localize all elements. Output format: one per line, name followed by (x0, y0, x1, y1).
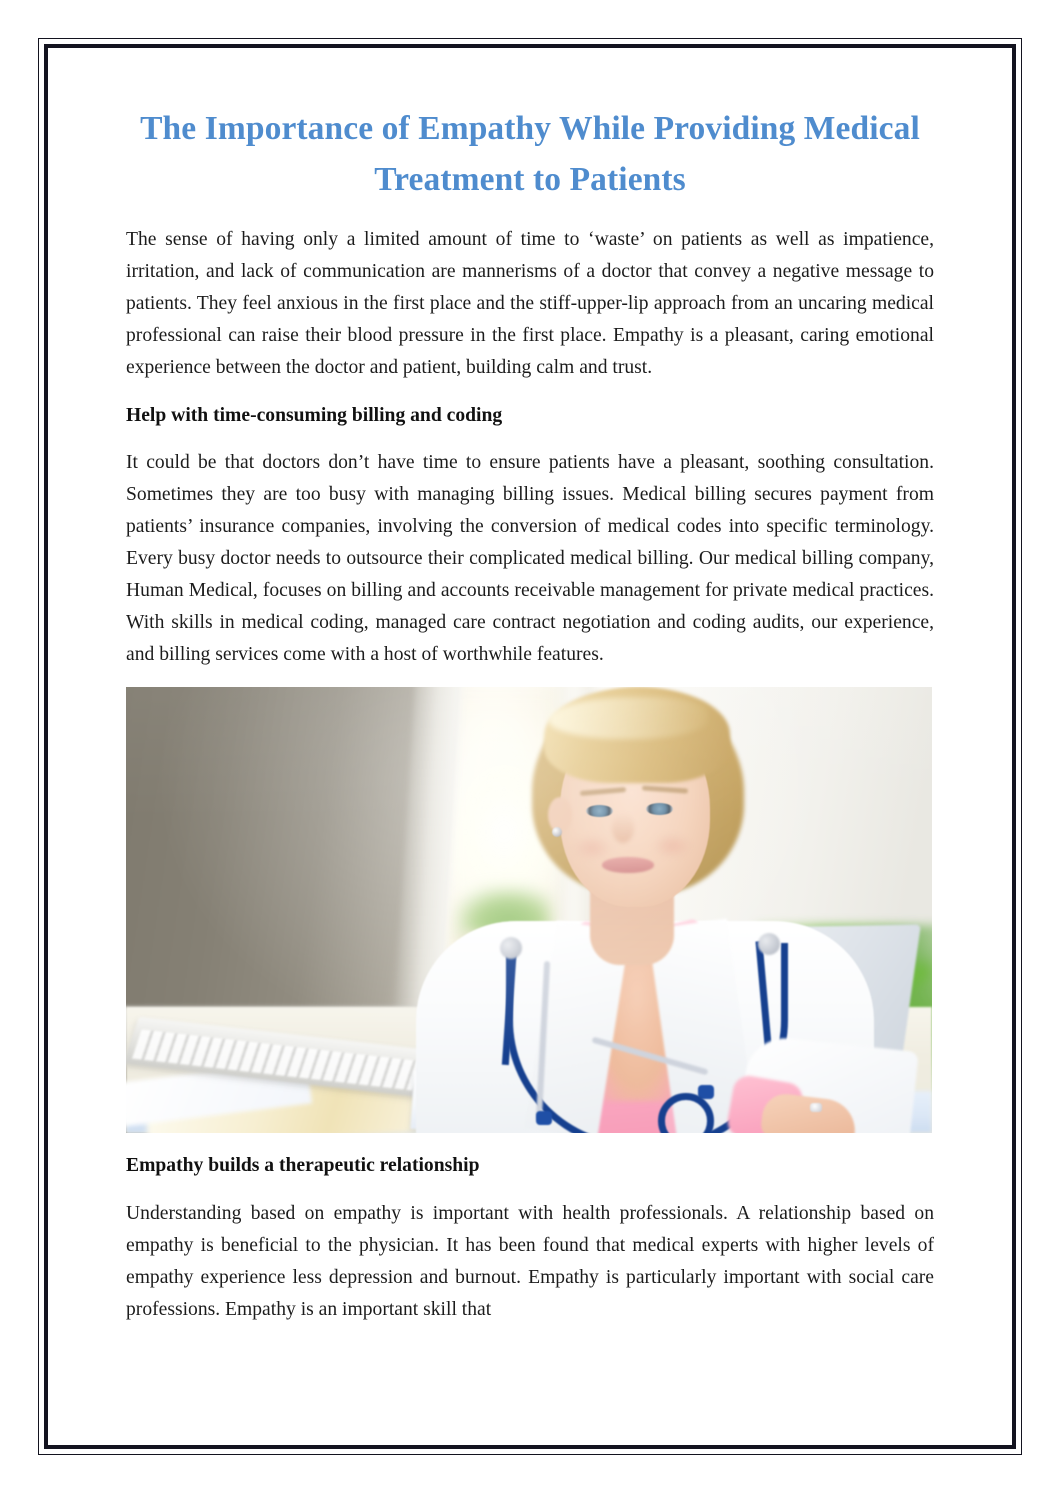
page-title: The Importance of Empathy While Providing Medical Treatment to Patients (140, 110, 920, 198)
photo-doctor-cheek-left (572, 835, 612, 861)
photo-doctor-ring (810, 1103, 822, 1112)
doctor-photo-image (126, 687, 932, 1133)
photo-doctor (444, 693, 844, 1133)
section-heading-billing-and-coding: Help with time-consuming billing and coding (126, 404, 503, 426)
doctor-photo-figure (126, 687, 932, 1133)
photo-doctor-cheek-right (652, 833, 692, 859)
document-content (126, 104, 934, 1394)
photo-stethoscope-bead-left (536, 1111, 552, 1125)
paragraph-intro: The sense of having only a limited amount of time to ‘waste’ on patients as well as impatience, irritation, and lack of communication are mannerisms of a doctor that convey a negative message to patients. They feel anxious in the first place and the stiff-upper-lip approach from an uncaring medical professional can raise their blood pressure in the first place. Empathy is a pleasant, caring emotional experience between the doctor and patient, building calm and trust. (126, 228, 934, 378)
paragraph-billing-and-coding: It could be that doctors don’t have time to ensure patients have a pleasant, soothing consultation. Sometimes they are too busy with managing billing issues. Medical billing secures payment from patients’ insurance companies, involving the conversion of medical codes into specific terminology. Every busy doctor needs to outsource their complicated medical billing. Our medical billing company, Human Medical, focuses on billing and accounts receivable management for private medical practices. With skills in medical coding, managed care contract negotiation and coding audits, our experience, and billing services come with a host of worthwhile features. (126, 451, 934, 665)
paragraph-therapeutic-relationship: Understanding based on empathy is important with health professionals. A relationship based on empathy is beneficial to the physician. It has been found that medical experts with higher levels of empathy experience less depression and burnout. Empathy is particularly important with social care professions. Empathy is an important skill that (126, 1202, 934, 1320)
photo-doctor-hair-highlight (548, 697, 708, 739)
section-heading-therapeutic-relationship: Empathy builds a therapeutic relationship (126, 1155, 480, 1177)
